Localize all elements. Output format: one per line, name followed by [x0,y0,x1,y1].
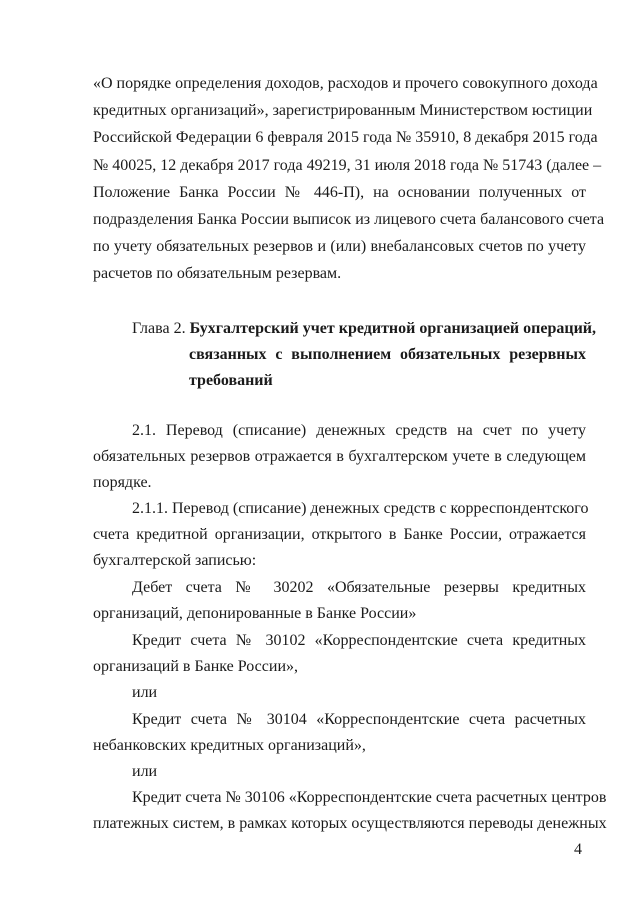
section-2-1-1-line: счета кредитной организации, открытого в Банке России, отражается [93,526,586,543]
section-2-1-1-line: бухгалтерской записью: [93,552,257,569]
chapter-heading [132,319,597,339]
page-number: 4 [574,841,582,858]
chapter-title-line: требований [189,372,273,389]
credit-entry-line: платежных систем, в рамках которых осуществляются переводы денежных [93,815,607,832]
intro-line: «О порядке определения доходов, расходов и прочего совокупного дохода [93,75,598,92]
debit-entry-line: Дебет счета № 30202 «Обязательные резервы кредитных [132,579,586,596]
intro-line: № 40025, 12 декабря 2017 года 49219, 31 июля 2018 года № 51743 (далее – [93,157,602,174]
credit-entry-line: небанковских кредитных организаций», [93,737,366,754]
debit-entry-line: организаций, депонированные в Банке России» [93,605,417,622]
intro-line: Положение Банка России № 446-П), на основании полученных от [93,184,586,201]
or-text: или [132,684,158,701]
section-2-1-line: 2.1. Перевод (списание) денежных средств на счет по учету [132,422,586,439]
credit-entry-line: Кредит счета № 30102 «Корреспондентские счета кредитных [132,632,586,649]
intro-line: Российской Федерации 6 февраля 2015 года № 35910, 8 декабря 2015 года [93,129,598,146]
section-2-1-line: порядке. [93,474,152,491]
credit-entry-line: Кредит счета № 30104 «Корреспондентские счета расчетных [132,711,586,728]
or-text: или [132,763,158,780]
intro-line: расчетов по обязательным резервам. [93,265,342,282]
credit-entry-line: Кредит счета № 30106 «Корреспондентские счета расчетных центров [132,789,607,806]
intro-line: подразделения Банка России выписок из лицевого счета балансового счета [93,211,605,228]
chapter-title-line: Бухгалтерский учет кредитной организацией операций, [189,320,597,337]
section-2-1-1-line: 2.1.1. Перевод (списание) денежных средств с корреспондентского [132,500,589,517]
chapter-title-line: связанных с выполнением обязательных резервных [189,346,586,363]
credit-entry-line: организаций в Банке России», [93,658,299,675]
chapter-prefix: Глава 2. [132,320,186,337]
intro-line: кредитных организаций», зарегистрированным Министерством юстиции [93,102,593,119]
section-2-1-line: обязательных резервов отражается в бухгалтерском учете в следующем [93,448,586,465]
intro-line: по учету обязательных резервов и (или) внебалансовых счетов по учету [93,238,586,255]
